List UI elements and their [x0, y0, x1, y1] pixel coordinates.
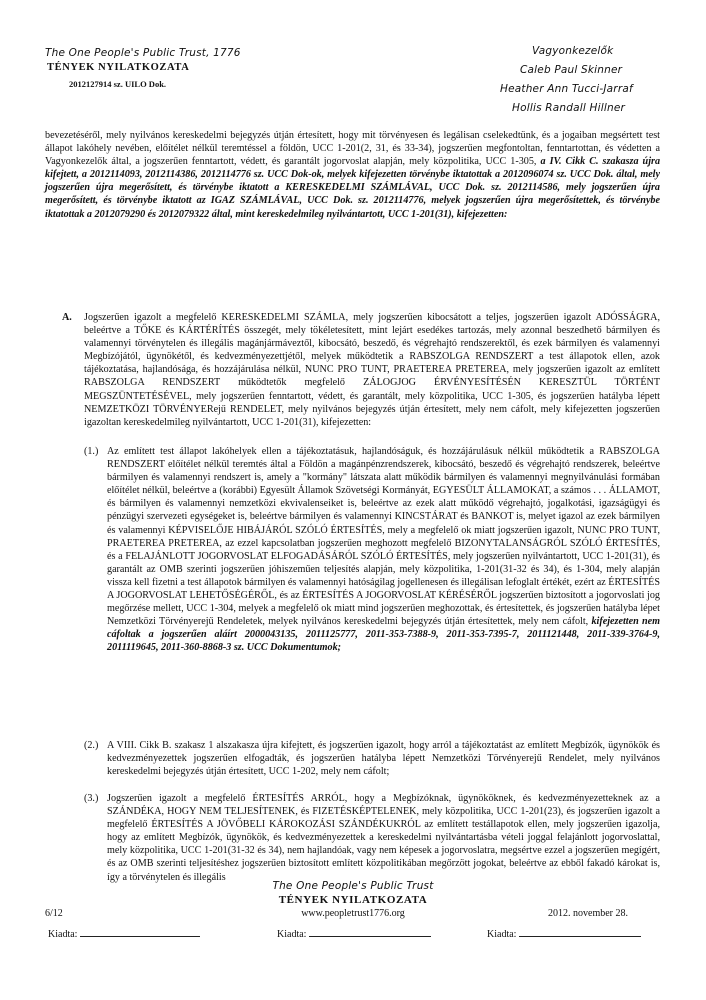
footer-trust-name: The One People's Public Trust: [272, 880, 434, 892]
section-a-marker: A.: [62, 312, 72, 323]
section-a-text: Jogszerűen igazolt a megfelelő KERESKEDELMI SZÁMLA, mely jogszerűen kibocsátott a teljes, jogszerűen igazolt ADÓSSÁGRA, beleértve a TŐKE és KÁRTÉRÍTÉS összegét, mely tökéletesített, mint lejárt esedékes tartozás, mely azonnal beszedhető bármilyen és valamennyi törvénytelen és illegális magánjármáveztől, kibocsátó, beszedő, és végrehajtó rendszerektől, és ezek bármilyen és valamennyi Megbízójától, ügynökétől, és kedvezményezettjétől, melyek működtetik a RABSZOLGA RENDSZERT a test állapotok ellen, azok tájékoztatása, hajlandósága, és hozzájárulása nélkül, NUNC PRO TUNT, PRAETEREA PRETEREA, mely jogszerűen igazolt az említett RABSZOLGA RENDSZERT működtetők megfelelő ZÁLOGJOG ÉRVÉNYESÍTÉSÉN KERESZTÜL TÖRTÉNT MEGSZÜNTETÉSÉVEL, mely jogszerűen fenntartott, védett, és garantált, mely közpolitika, UCC 1-305, és jogszerűen hatályba lépett NEMZETKÖZI TÖRVÉNYERejű RENDELET, mely nyilvános bejegyzés útján értesített, mely nem cáfolt, mely kifejezetten jogszerűen igazoltan kereskedelmileg nyilvántartott, UCC 1-201(31), kifejezetten:: [84, 312, 660, 428]
trustee-name-1: Caleb Paul Skinner: [520, 64, 623, 76]
list-item-2-text: A VIII. Cikk B. szakasz 1 alszakasza újra kifejtett, és jogszerűen igazolt, hogy arról a tájékoztatást az említett Megbízók, ügynökök és kedvezményezettek jogszerűen elfogadták, és jogszerűen hatályba lépett Nemzetközi Törvényerejű Rendelet, mely nyilvános kereskedelmi bejegyzés útján értesített, UCC 1-202, mely nem cáfolt;: [107, 740, 660, 778]
section-a: [62, 311, 660, 429]
issued-by-2: [277, 927, 431, 940]
list-item-1-emphasis: kifejezetten nem cáfoltak a jogszerűen aláírt 2000043135, 2011125777, 2011-353-7388-9, 2011-353-7395-7, 2011121448, 2011-339-3764-9, 2011119645, 2011-360-8868-3 sz. UCC Dokumentumok;: [107, 616, 661, 654]
intro-text: bevezetéséről, mely nyilvános kereskedelmi bejegyzés útján értesített, hogy mit törvényesen és legálisan cselekedtünk, és a jogaiban megsértett test állapot lakóhely nevében, előítélet nélkül teremtéssel a földön, UCC 1-201(2, 31, és 33-34), jogszerűen megfontoltan, fenntartottan, és védetten a Vagyonkezelők által, a jogszerűen fenntartott, védett, és garantált jogorvoslat alapján, mely közpolitika, UCC 1-305,: [45, 130, 660, 168]
list-item-1-marker: (1.): [84, 446, 99, 457]
issued-by-label-3: Kiadta:: [487, 929, 517, 940]
issued-by-label-2: Kiadta:: [277, 929, 307, 940]
list-item-1-text: Az említett test állapot lakóhelyek ellen a tájékoztatásuk, hajlandóságuk, és hozzájárulásuk nélkül működtetik a RABSZOLGA RENDSZERT előítélet nélkül teremtés által a Földön a magánpénzrendszerek, kibocsátó, beszedő és végrehajtó rendszerek, beleértve bármilyen és valamennyi rendszert is, amely a "kormány" látszata alatt működik bármilyen és valamennyi megnyilvánulási formában előítélet nélkül, beleértve a (korábbi) Egyesült Államok Szövetségi Kormányát, EGYESÜLT ÁLLAMOKAT, a számos . . . ÁLLAMOT, és bármilyen és valamennyi nemzetközi ekvivalenseiket is, beleértve az ezek alatt működő végrehajtó, jogalkotási, igazságügyi és pénzügyi szervezeti egységeket is, beleértve bármilyen és valamennyi KINCSTÁRAT és BANKOT is, melyet igazol az ezek bármilyen és valamennyi KÉPVISELŐJE HIBÁJÁRÓL SZÓLÓ ÉRTESÍTÉS, mely a megfelelő ok miatt jogszerűen igazolt, NUNC PRO TUNT, PRAETEREA PRETEREA, az ezzel kapcsolatban jogszerűen meghozott megfelelő BIZONYTALANSÁGRÓL SZÓLÓ ÉRTESÍTÉS, és a FELAJÁNLOTT JOGORVOSLAT ELFOGADÁSÁRÓL SZÓLÓ ÉRTESÍTÉS, mely jogszerűen nyilvántartott, UCC 1-201(31), és garantált az OMB szerinti jogszerűen jóhiszeműen teljesítés alapján, mely közpolitika, 1-201(31-32 és 34), és 1-304, mely alapján vissza kell fizetni a test állapotok bármilyen és valamennyi hatóságilag jogellenesen és illegálisan lefoglalt értékét, ezért az ÉRTESÍTÉS A JOGORVOSLAT LEHETŐSÉGÉRŐL, és az ÉRTESÍTÉS A JOGORVOSLAT KÉRÉSÉRŐL jogszerűen biztosított a jogorvoslati jog megőrzése mellett, UCC 1-304, melyek a megfelelő ok miatt mind jogszerűen meghozottak, és értesítettek, és jogszerűen hatályba lépet Nemzetközi Törvényerejű Rendeletek, melyek nyilvános kereskedelmi bejegyzés útján értesítettek, mely nem cáfolt,: [107, 446, 660, 628]
intro-paragraph: [45, 129, 660, 221]
list-item-1: [84, 445, 660, 655]
page-number: 6/12: [45, 908, 63, 919]
signature-line-2: [309, 927, 431, 937]
trustee-name-3: Hollis Randall Hillner: [512, 102, 626, 114]
list-item-2: [84, 739, 660, 778]
trust-name: The One People's Public Trust, 1776: [45, 47, 241, 59]
list-item-3: [84, 792, 660, 884]
list-item-3-marker: (3.): [84, 793, 99, 804]
intro-emphasis: a IV. Cikk C. szakasza újra kifejtett, a 2012114093, 2012114386, 2012114776 sz. UCC Dok-ok, melyek kifejezetten törvénybe iktatottak a 2012096074 sz. UCC Dok. által, mely jogszerűen újra megerősített, és törvénybe iktatott a KERESKEDELMI SZÁMLÁVAL, UCC Dok. sz. 2012114586, mely jogszerűen újra megerősített, és törvénybe iktatott az IGAZ SZÁMLÁVAL, UCC Dok. sz. 2012114776, melyek jogszerűen újra megerősítettek, és törvénybe iktatottak a 2012079290 és 2012079322 által, mint kereskedelmileg nyilvántartott, UCC 1-201(31), kifejezetten:: [45, 156, 661, 220]
issued-by-1: [48, 927, 200, 940]
trustees-label: Vagyonkezelők: [532, 45, 614, 57]
list-item-3-text: Jogszerűen igazolt a megfelelő ÉRTESÍTÉS ARRÓL, hogy a Megbízóknak, ügynököknek, és kedvezményezetteknek az a SZÁNDÉKA, HOGY NEM TELJESÍTENEK, és FIZETÉSKÉPTELENEK, mely közpolitika, UCC 1-201(23), és jogszerűen igazolt a megfelelő ÉRTESÍTÉS A JÖVŐBELI KÁROKOZÁSI SZÁNDÉKUKRÓL az említett testállapotok ellen, mely jogszerűen igazolja, hogy az említett Megbízók, ügynökök, és kedvezményezettek a kereskedelmi nyilvántartásba vételi joggal felajánlott jogorvoslattal, mely közpolitika, UCC 1-201(31-32 és 34), nem hajlandóak, vagy nem képesek a jogorvoslatra, megsértve ezzel a jogszerűen megígért, és az OMB szerinti teljesítéshez jogszerűen biztosított említett közpolitikában megőrzött jogokat, beleértve az ebből fakadó károkat is, így a törvénytelen és illegális: [107, 793, 660, 883]
footer-website: www.peopletrust1776.org: [301, 908, 405, 919]
signature-line-1: [80, 927, 200, 937]
header-left: [45, 47, 325, 93]
footer-title: TÉNYEK NYILATKOZATA: [278, 894, 428, 906]
signature-line-3: [519, 927, 641, 937]
footer-date: 2012. november 28.: [548, 908, 628, 919]
list-item-2-marker: (2.): [84, 740, 99, 751]
trustee-name-2: Heather Ann Tucci-Jarraf: [500, 83, 633, 95]
document-title: TÉNYEK NYILATKOZATA: [47, 62, 190, 73]
issued-by-label-1: Kiadta:: [48, 929, 78, 940]
document-number: 2012127914 sz. UILO Dok.: [69, 79, 167, 89]
header-right: [478, 45, 678, 121]
issued-by-3: [487, 927, 641, 940]
